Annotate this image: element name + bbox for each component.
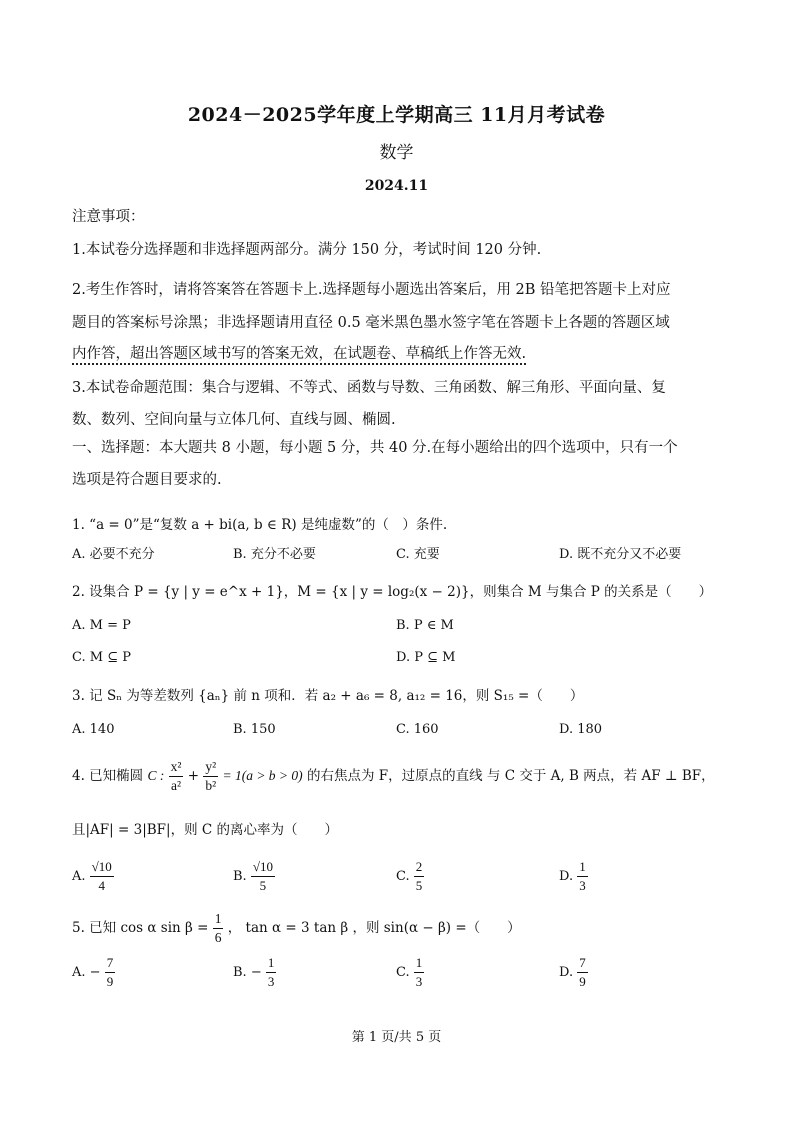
option-a-denominator: 4 (98, 878, 105, 893)
question-2-option-a: A. M = P (72, 618, 131, 633)
page-number: 第 1 页/共 5 页 (351, 1030, 442, 1045)
exam-date: 2024.11 (364, 178, 429, 194)
notes-heading: 注意事项： (72, 209, 145, 225)
option-label: C. (396, 965, 410, 980)
question-1-option-d: D. 既不充分又不必要 (559, 547, 682, 562)
question-3-stem: 3. 记 Sₙ 为等差数列 {aₙ} 前 n 项和．若 a₂ + a₆ = 8, a₁₂ = 16，则 S₁₅ =（ ） (72, 688, 584, 704)
question-4-stem-line-2: 且|AF| = 3|BF|，则 C 的离心率为（ ） (72, 822, 338, 838)
option-d-numerator: 1 (577, 858, 588, 877)
question-1-option-a: A. 必要不充分 (72, 547, 155, 562)
question-4-option-a (72, 858, 114, 895)
option-a-denominator: 9 (106, 974, 114, 989)
option-b-numerator: 1 (266, 954, 277, 973)
option-label: B. (233, 965, 247, 980)
option-c-numerator: 1 (414, 954, 425, 973)
notes-item-2-line-1: 2.考生作答时，请将答案答在答题卡上.选择题每小题选出答案后，用 2B 铅笔把答题卡上对应 (72, 282, 671, 298)
option-label: D. (559, 869, 574, 884)
notes-item-2-line-3 (72, 344, 526, 364)
ellipse-lhs: C : (147, 768, 165, 783)
section-heading-line-2: 选项是符合题目要求的. (72, 472, 222, 488)
ellipse-y-term (203, 758, 218, 795)
question-2-option-c: C. M ⊆ P (72, 650, 131, 665)
notes-item-3-line-1: 3.本试卷命题范围：集合与逻辑、不等式、函数与导数、三角函数、解三角形、平面向量、复 (72, 380, 666, 396)
question-4-option-d (559, 858, 588, 895)
question-1-option-b: B. 充分不必要 (233, 547, 316, 562)
question-4-prefix: 4. 已知椭圆 (72, 768, 144, 784)
question-5-suffix: ， tan α = 3 tan β ，则 sin(α − β) =（ ） (227, 920, 521, 936)
notes-item-2-line-2: 题目的答案标号涂黑；非选择题请用直径 0.5 毫米黑色墨水签字笔在答题卡上各题的答题区域 (72, 315, 670, 331)
option-label: B. (233, 869, 247, 884)
ellipse-y-num: y² (203, 758, 218, 777)
ellipse-rhs: = 1(a > b > 0) (222, 768, 303, 783)
question-3-option-a: A. 140 (72, 722, 115, 737)
question-4-main: 的右焦点为 F，过原点的直线 与 C 交于 A, B 两点，若 AF ⊥ BF， (306, 768, 715, 784)
question-3-option-c: C. 160 (396, 722, 439, 737)
plus-sign: + (187, 768, 200, 784)
option-a-numerator: 7 (105, 954, 116, 973)
question-5-prefix: 5. 已知 cos α sin β = (72, 920, 209, 936)
exam-title: 2024－2025学年度上学期高三 11月月考试卷 (187, 104, 606, 126)
question-5-fraction (213, 910, 224, 947)
option-c-numerator: 2 (414, 858, 425, 877)
option-sign: − (250, 965, 262, 980)
section-heading-line-1: 一、选择题：本大题共 8 小题，每小题 5 分，共 40 分.在每小题给出的四个选项中，只有一个 (72, 440, 678, 456)
option-b-denominator: 5 (259, 878, 267, 893)
option-label: D. (559, 965, 574, 980)
q5-frac-den: 6 (214, 930, 222, 945)
question-5-stem (72, 910, 521, 947)
question-1-stem: 1. “a = 0”是“复数 a + bi(a, b ∈ R) 是纯虚数”的（ ）条件. (72, 517, 448, 533)
question-2-option-d: D. P ⊆ M (396, 650, 456, 665)
option-label: C. (396, 869, 410, 884)
option-b-numerator: √10 (251, 858, 275, 877)
question-2-stem: 2. 设集合 P = {y | y = e^x + 1}，M = {x | y = log₂(x − 2)}，则集合 M 与集合 P 的关系是（ ） (72, 584, 713, 600)
option-d-numerator: 7 (577, 954, 588, 973)
question-5-option-b (233, 954, 276, 991)
option-b-denominator: 3 (267, 974, 275, 989)
ellipse-x-term (169, 758, 184, 795)
ellipse-x-num: x² (169, 758, 184, 777)
option-a-numerator: √10 (90, 858, 114, 877)
question-4-option-b (233, 858, 275, 895)
question-1-option-c: C. 充要 (396, 547, 440, 562)
ellipse-y-den: b² (205, 778, 217, 793)
notes-item-1: 1.本试卷分选择题和非选择题两部分。满分 150 分，考试时间 120 分钟. (72, 242, 542, 258)
notes-item-2-line-3-text: 内作答，超出答题区域书写的答案无效，在试题卷、草稿纸上作答无效. (72, 346, 526, 365)
notes-item-3-line-2: 数、数列、空间向量与立体几何、直线与圆、椭圆. (72, 412, 396, 428)
option-d-denominator: 9 (579, 974, 586, 989)
option-d-denominator: 3 (579, 878, 586, 893)
question-4-option-c (396, 858, 424, 895)
question-5-option-a (72, 954, 115, 991)
option-c-denominator: 3 (415, 974, 423, 989)
question-3-option-d: D. 180 (559, 722, 603, 737)
option-c-denominator: 5 (415, 878, 423, 893)
exam-subject: 数学 (379, 143, 414, 163)
question-2-option-b: B. P ∈ M (396, 618, 454, 633)
question-4-stem (72, 758, 715, 795)
question-5-option-d (559, 954, 588, 991)
option-sign: − (89, 965, 101, 980)
option-label: A. (72, 965, 86, 980)
ellipse-x-den: a² (171, 778, 182, 793)
option-label: A. (72, 869, 86, 884)
q5-frac-num: 1 (213, 910, 224, 929)
question-3-option-b: B. 150 (233, 722, 276, 737)
question-5-option-c (396, 954, 424, 991)
